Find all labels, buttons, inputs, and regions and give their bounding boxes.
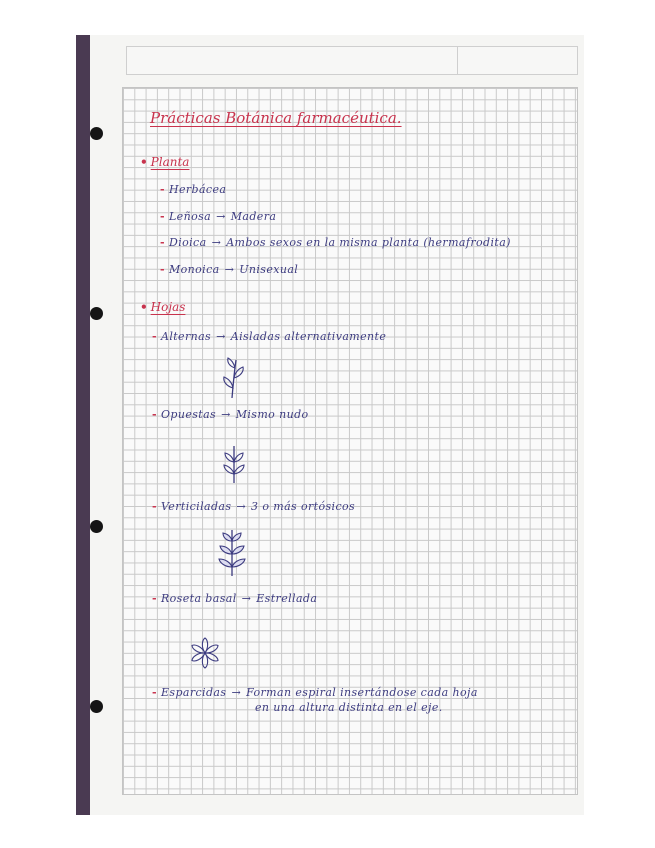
header-divider bbox=[457, 47, 458, 74]
item-term: Herbácea bbox=[168, 183, 227, 196]
bullet-dash: - bbox=[152, 592, 157, 605]
bullet-dash: - bbox=[160, 183, 165, 196]
list-item bbox=[152, 330, 386, 343]
list-item bbox=[160, 236, 511, 249]
item-term: Opuestas bbox=[160, 408, 217, 421]
list-item bbox=[160, 263, 298, 276]
item-term: Dioica bbox=[168, 236, 207, 249]
list-item bbox=[160, 210, 276, 223]
list-item bbox=[160, 183, 226, 196]
section-heading-hojas: • Hojas bbox=[140, 300, 186, 314]
item-desc: Mismo nudo bbox=[235, 408, 309, 421]
bullet-dash: - bbox=[160, 210, 165, 223]
bullet-dash: - bbox=[160, 236, 165, 249]
item-desc: Aisladas alternativamente bbox=[230, 330, 387, 343]
bullet-dash: - bbox=[152, 500, 157, 513]
item-term: Leñosa bbox=[168, 210, 212, 223]
list-item bbox=[152, 686, 478, 699]
arrow-glyph: → bbox=[216, 210, 226, 223]
item-desc: Ambos sexos en la misma planta (hermafrodita) bbox=[226, 236, 511, 249]
item-term: Roseta basal bbox=[160, 592, 237, 605]
arrow-glyph: → bbox=[236, 500, 247, 513]
rosette-sketch bbox=[188, 636, 222, 670]
list-item bbox=[152, 500, 355, 513]
item-term: Esparcidas bbox=[160, 686, 227, 699]
arrow-glyph: → bbox=[221, 408, 231, 421]
bullet-dash: - bbox=[152, 408, 157, 421]
item-term: Verticiladas bbox=[160, 500, 232, 513]
item-desc: Estrellada bbox=[256, 592, 318, 605]
page-title: Prácticas Botánica farmacéutica. bbox=[150, 109, 402, 127]
item-term: Alternas bbox=[160, 330, 212, 343]
bullet-dash: - bbox=[160, 263, 165, 276]
header-box bbox=[126, 46, 578, 75]
binder-hole bbox=[90, 700, 103, 713]
bullet-dot: • bbox=[140, 300, 148, 314]
opposite-leaves-sketch bbox=[220, 444, 248, 484]
binder-hole bbox=[90, 520, 103, 533]
binder-hole bbox=[90, 127, 103, 140]
arrow-glyph: → bbox=[216, 330, 226, 343]
section-heading-planta: • Planta bbox=[140, 155, 190, 169]
bullet-dash: - bbox=[152, 330, 157, 343]
list-item bbox=[152, 408, 309, 421]
arrow-glyph: → bbox=[211, 236, 222, 249]
binding-strip bbox=[76, 35, 90, 815]
arrow-glyph: → bbox=[224, 263, 235, 276]
item-term: Monoica bbox=[168, 263, 220, 276]
item-desc: Madera bbox=[230, 210, 277, 223]
bullet-dash: - bbox=[152, 686, 157, 699]
arrow-glyph: → bbox=[241, 592, 252, 605]
item-desc: Unisexual bbox=[239, 263, 299, 276]
alternate-leaves-sketch bbox=[218, 356, 248, 400]
item-desc: 3 o más ortósicos bbox=[251, 500, 356, 513]
list-item bbox=[152, 592, 317, 605]
list-item-continuation: en una altura distinta en el eje. bbox=[255, 701, 443, 714]
item-desc: Forman espiral insertándose cada hoja bbox=[246, 686, 478, 699]
whorled-leaves-sketch bbox=[215, 527, 249, 577]
arrow-glyph: → bbox=[231, 686, 242, 699]
binder-hole bbox=[90, 307, 103, 320]
bullet-dot: • bbox=[140, 155, 148, 169]
